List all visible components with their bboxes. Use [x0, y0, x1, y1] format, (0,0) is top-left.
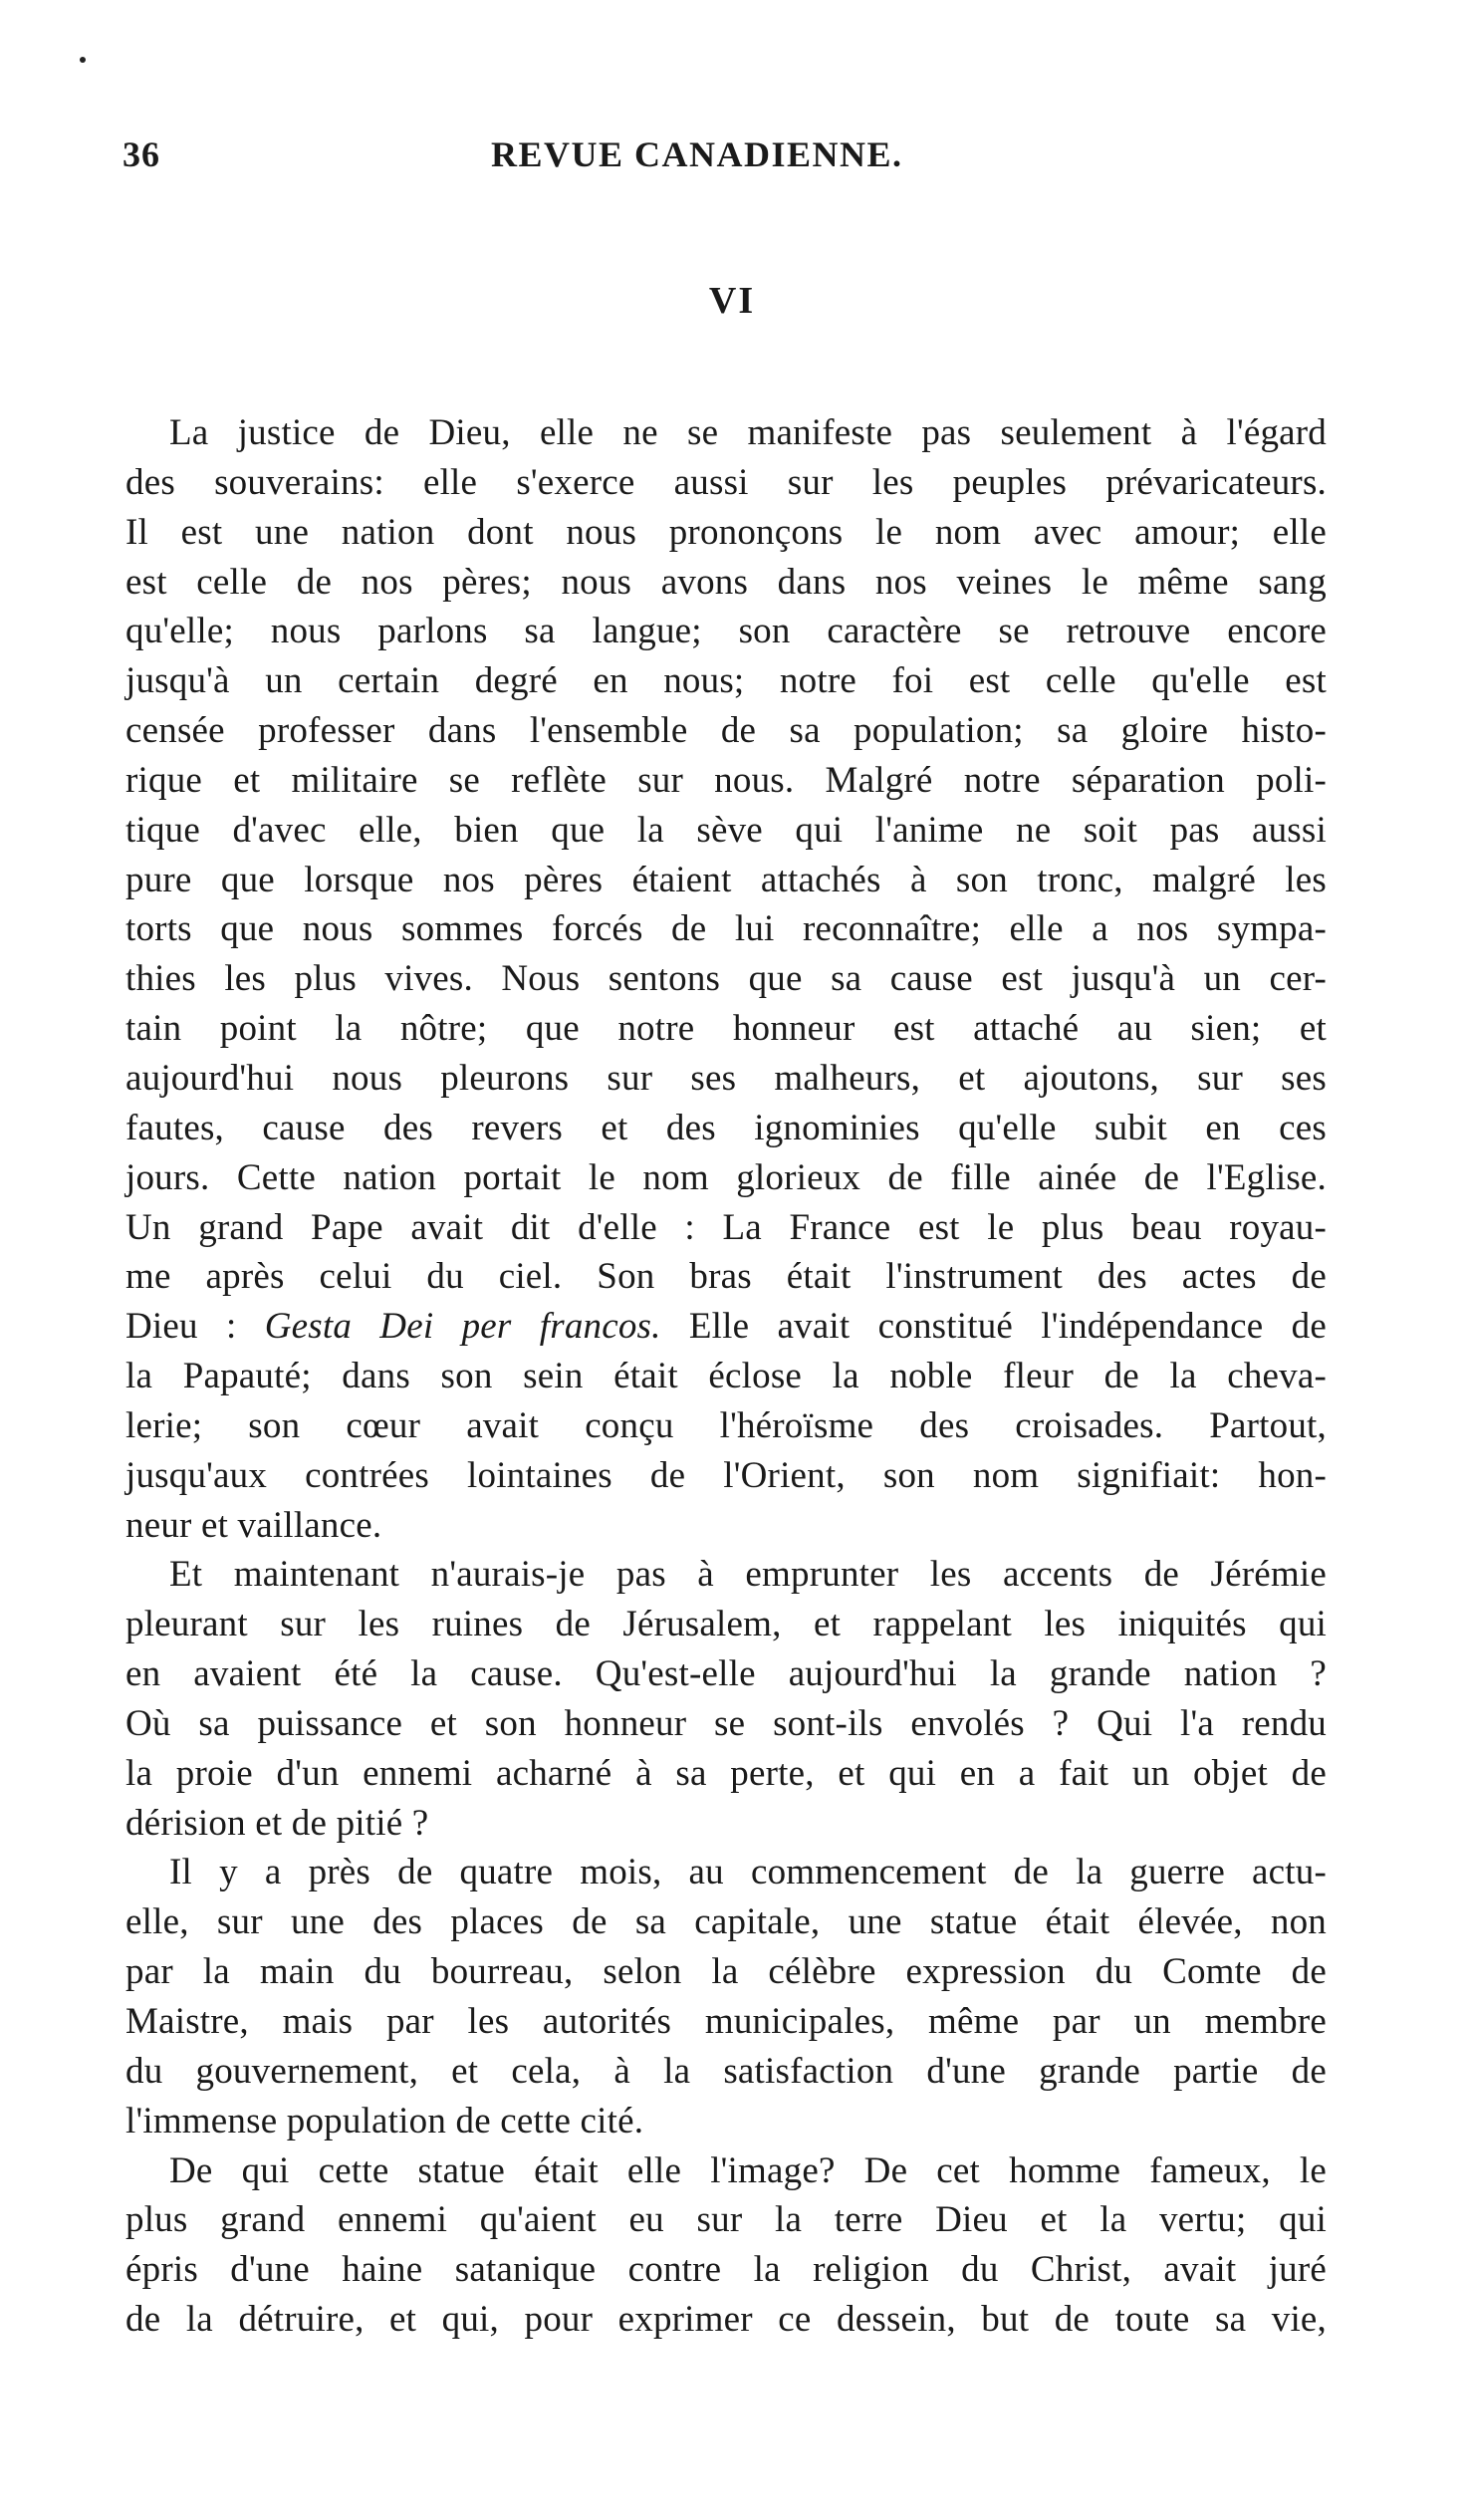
text-line: qu'elle; nous parlons sa langue; son caractère se retrouve encore [125, 611, 1327, 652]
text-line: est celle de nos pères; nous avons dans nos veines le même sang [125, 561, 1327, 603]
text-line: jusqu'aux contrées lointaines de l'Orient, son nom signifiait: hon- [125, 1454, 1327, 1496]
text-line: la Papauté; dans son sein était éclose la noble fleur de la cheva- [125, 1356, 1327, 1397]
text-line: thies les plus vives. Nous sentons que sa cause est jusqu'à un cer- [125, 958, 1327, 1000]
running-title: REVUE CANADIENNE. [491, 134, 903, 174]
text-line: rique et militaire se reflète sur nous. Malgré notre séparation poli- [125, 759, 1327, 801]
text-line: me après celui du ciel. Son bras était l'instrument des actes de [125, 1256, 1327, 1298]
text-line: l'immense population de cette cité. [125, 2100, 644, 2142]
section-heading [0, 279, 1464, 323]
text-line: Maistre, mais par les autorités municipales, même par un membre [125, 2001, 1327, 2042]
text-line: fautes, cause des revers et des ignominies qu'elle subit en ces [125, 1107, 1327, 1148]
section-number: VI [708, 280, 756, 322]
text-line: pleurant sur les ruines de Jérusalem, et rappelant les iniquités qui [125, 1604, 1327, 1645]
page-header [122, 133, 1325, 193]
text-line: La justice de Dieu, elle ne se manifeste pas seulement à l'égard [169, 412, 1327, 453]
text-line: censée professer dans l'ensemble de sa population; sa gloire histo- [125, 710, 1327, 752]
text-line: De qui cette statue était elle l'image? De cet homme fameux, le [169, 2149, 1327, 2191]
text-fragment: Elle avait constitué l'indépendance de [660, 1306, 1327, 1348]
text-line: la proie d'un ennemi acharné à sa perte, et qui en a fait un objet de [125, 1752, 1327, 1794]
text-line: par la main du bourreau, selon la célèbre expression du Comte de [125, 1951, 1327, 1993]
text-line: jours. Cette nation portait le nom glorieux de fille ainée de l'Eglise. [125, 1156, 1327, 1198]
text-line: neur et vaillance. [125, 1504, 382, 1546]
text-line: épris d'une haine satanique contre la religion du Christ, avait juré [125, 2249, 1327, 2291]
text-line: de la détruire, et qui, pour exprimer ce dessein, but de toute sa vie, [125, 2299, 1327, 2341]
text-line: plus grand ennemi qu'aient eu sur la terre Dieu et la vertu; qui [125, 2199, 1327, 2241]
text-line: torts que nous sommes forcés de lui reconnaître; elle a nos sympa- [125, 908, 1327, 950]
page-number: 36 [122, 134, 160, 174]
text-line: du gouvernement, et cela, à la satisfaction d'une grande partie de [125, 2050, 1327, 2092]
ink-speck [80, 57, 86, 63]
text-line: Un grand Pape avait dit d'elle : La France est le plus beau royau- [125, 1206, 1327, 1248]
text-line: lerie; son cœur avait conçu l'héroïsme des croisades. Partout, [125, 1404, 1327, 1446]
latin-quotation: Gesta Dei per francos. [264, 1306, 661, 1348]
text-line: pure que lorsque nos pères étaient attachés à son tronc, malgré les [125, 859, 1327, 900]
text-line: Il est une nation dont nous prononçons le nom avec amour; elle [125, 511, 1327, 553]
text-line: des souverains: elle s'exerce aussi sur les peuples prévaricateurs. [125, 461, 1327, 503]
text-line: jusqu'à un certain degré en nous; notre foi est celle qu'elle est [125, 660, 1327, 702]
text-line: elle, sur une des places de sa capitale, une statue était élevée, non [125, 1901, 1327, 1943]
text-line: aujourd'hui nous pleurons sur ses malheurs, et ajoutons, sur ses [125, 1057, 1327, 1099]
text-line: tique d'avec elle, bien que la sève qui l'anime ne soit pas aussi [125, 809, 1327, 851]
text-line-with-latin [125, 1302, 1327, 1352]
text-fragment: Dieu : [125, 1306, 265, 1348]
body-text [125, 408, 1327, 2345]
text-line: Il y a près de quatre mois, au commencement de la guerre actu- [169, 1852, 1327, 1893]
text-line: tain point la nôtre; que notre honneur est attaché au sien; et [125, 1008, 1327, 1050]
text-line: Où sa puissance et son honneur se sont-ils envolés ? Qui l'a rendu [125, 1702, 1327, 1744]
text-line: dérision et de pitié ? [125, 1802, 429, 1844]
text-line: en avaient été la cause. Qu'est-elle aujourd'hui la grande nation ? [125, 1653, 1327, 1695]
text-line: Et maintenant n'aurais-je pas à emprunter les accents de Jérémie [169, 1554, 1327, 1596]
